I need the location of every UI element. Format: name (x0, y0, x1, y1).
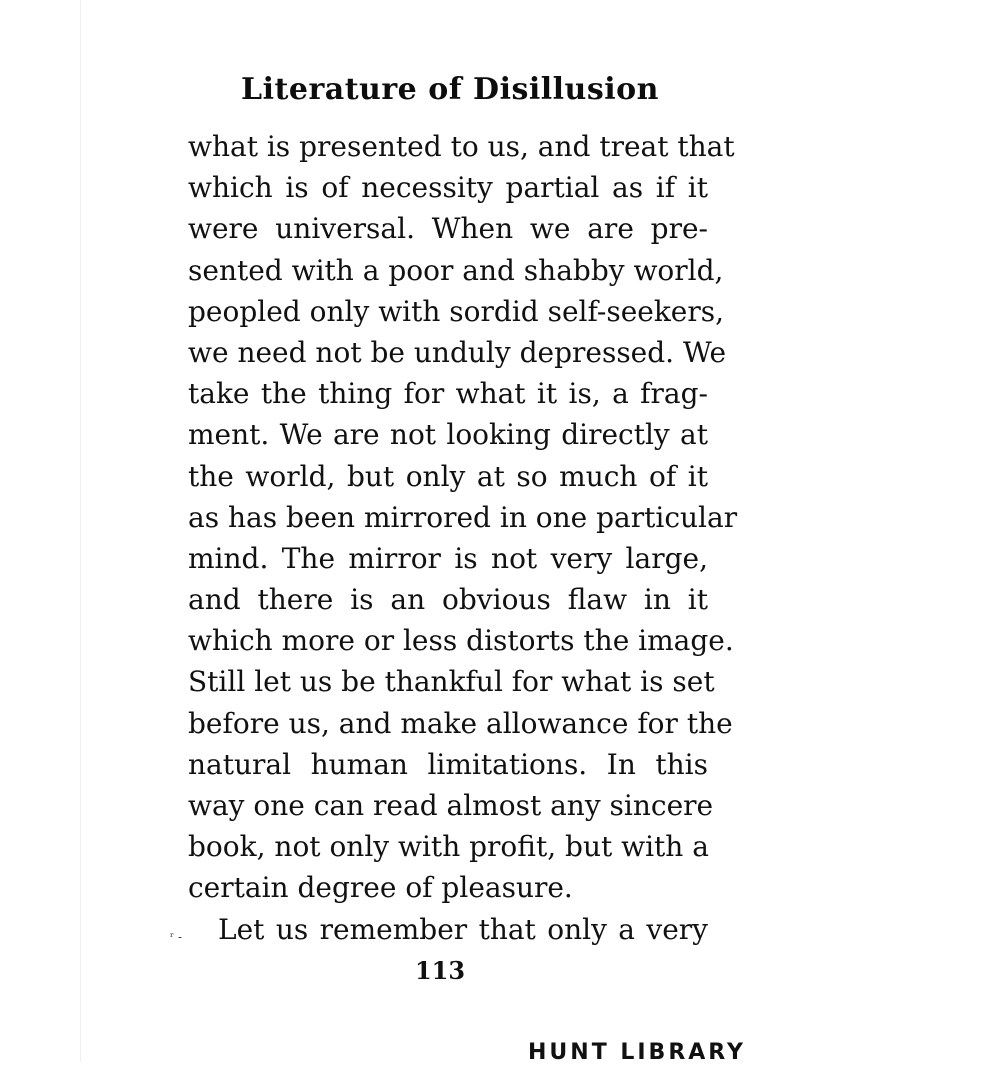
text-line: which is of necessity partial as if it (188, 171, 708, 205)
text-line: Still let us be thankful for what is set (188, 665, 715, 699)
text-line: we need not be unduly depressed. We (188, 335, 727, 369)
text-line: before us, and make allowance for the (188, 706, 733, 740)
body-text (188, 126, 738, 950)
text-line: what is presented to us, and treat that (188, 130, 735, 163)
text-line: and there is an obvious flaw in it (188, 583, 708, 617)
text-line: the world, but only at so much of it (188, 459, 708, 493)
text-line: book, not only with profit, but with a (188, 830, 709, 864)
library-stamp: HUNT LIBRARY (528, 1040, 746, 1065)
text-line: were universal. When we are pre- (188, 212, 708, 246)
text-line: mind. The mirror is not very large, (188, 541, 708, 575)
text-line: as has been mirrored in one particular (188, 500, 738, 534)
text-line-paragraph-start: Let us remember that only a very (218, 912, 708, 946)
text-line: natural human limitations. In this (188, 747, 708, 781)
text-line: which more or less distorts the image. (188, 624, 734, 658)
margin-mark: ʳ - (170, 930, 183, 944)
page-number: 113 (414, 956, 466, 985)
text-line-paragraph-end: certain degree of pleasure. (188, 871, 573, 905)
text-line: take the thing for what it is, a frag- (188, 377, 708, 411)
text-line: way one can read almost any sincere (188, 789, 714, 822)
text-line: sented with a poor and shabby world, (188, 253, 724, 287)
page-edge (80, 0, 81, 1062)
running-head: Literature of Disillusion (241, 72, 659, 107)
text-line: ment. We are not looking directly at (188, 418, 708, 452)
text-line: peopled only with sordid self-seekers, (188, 294, 725, 328)
